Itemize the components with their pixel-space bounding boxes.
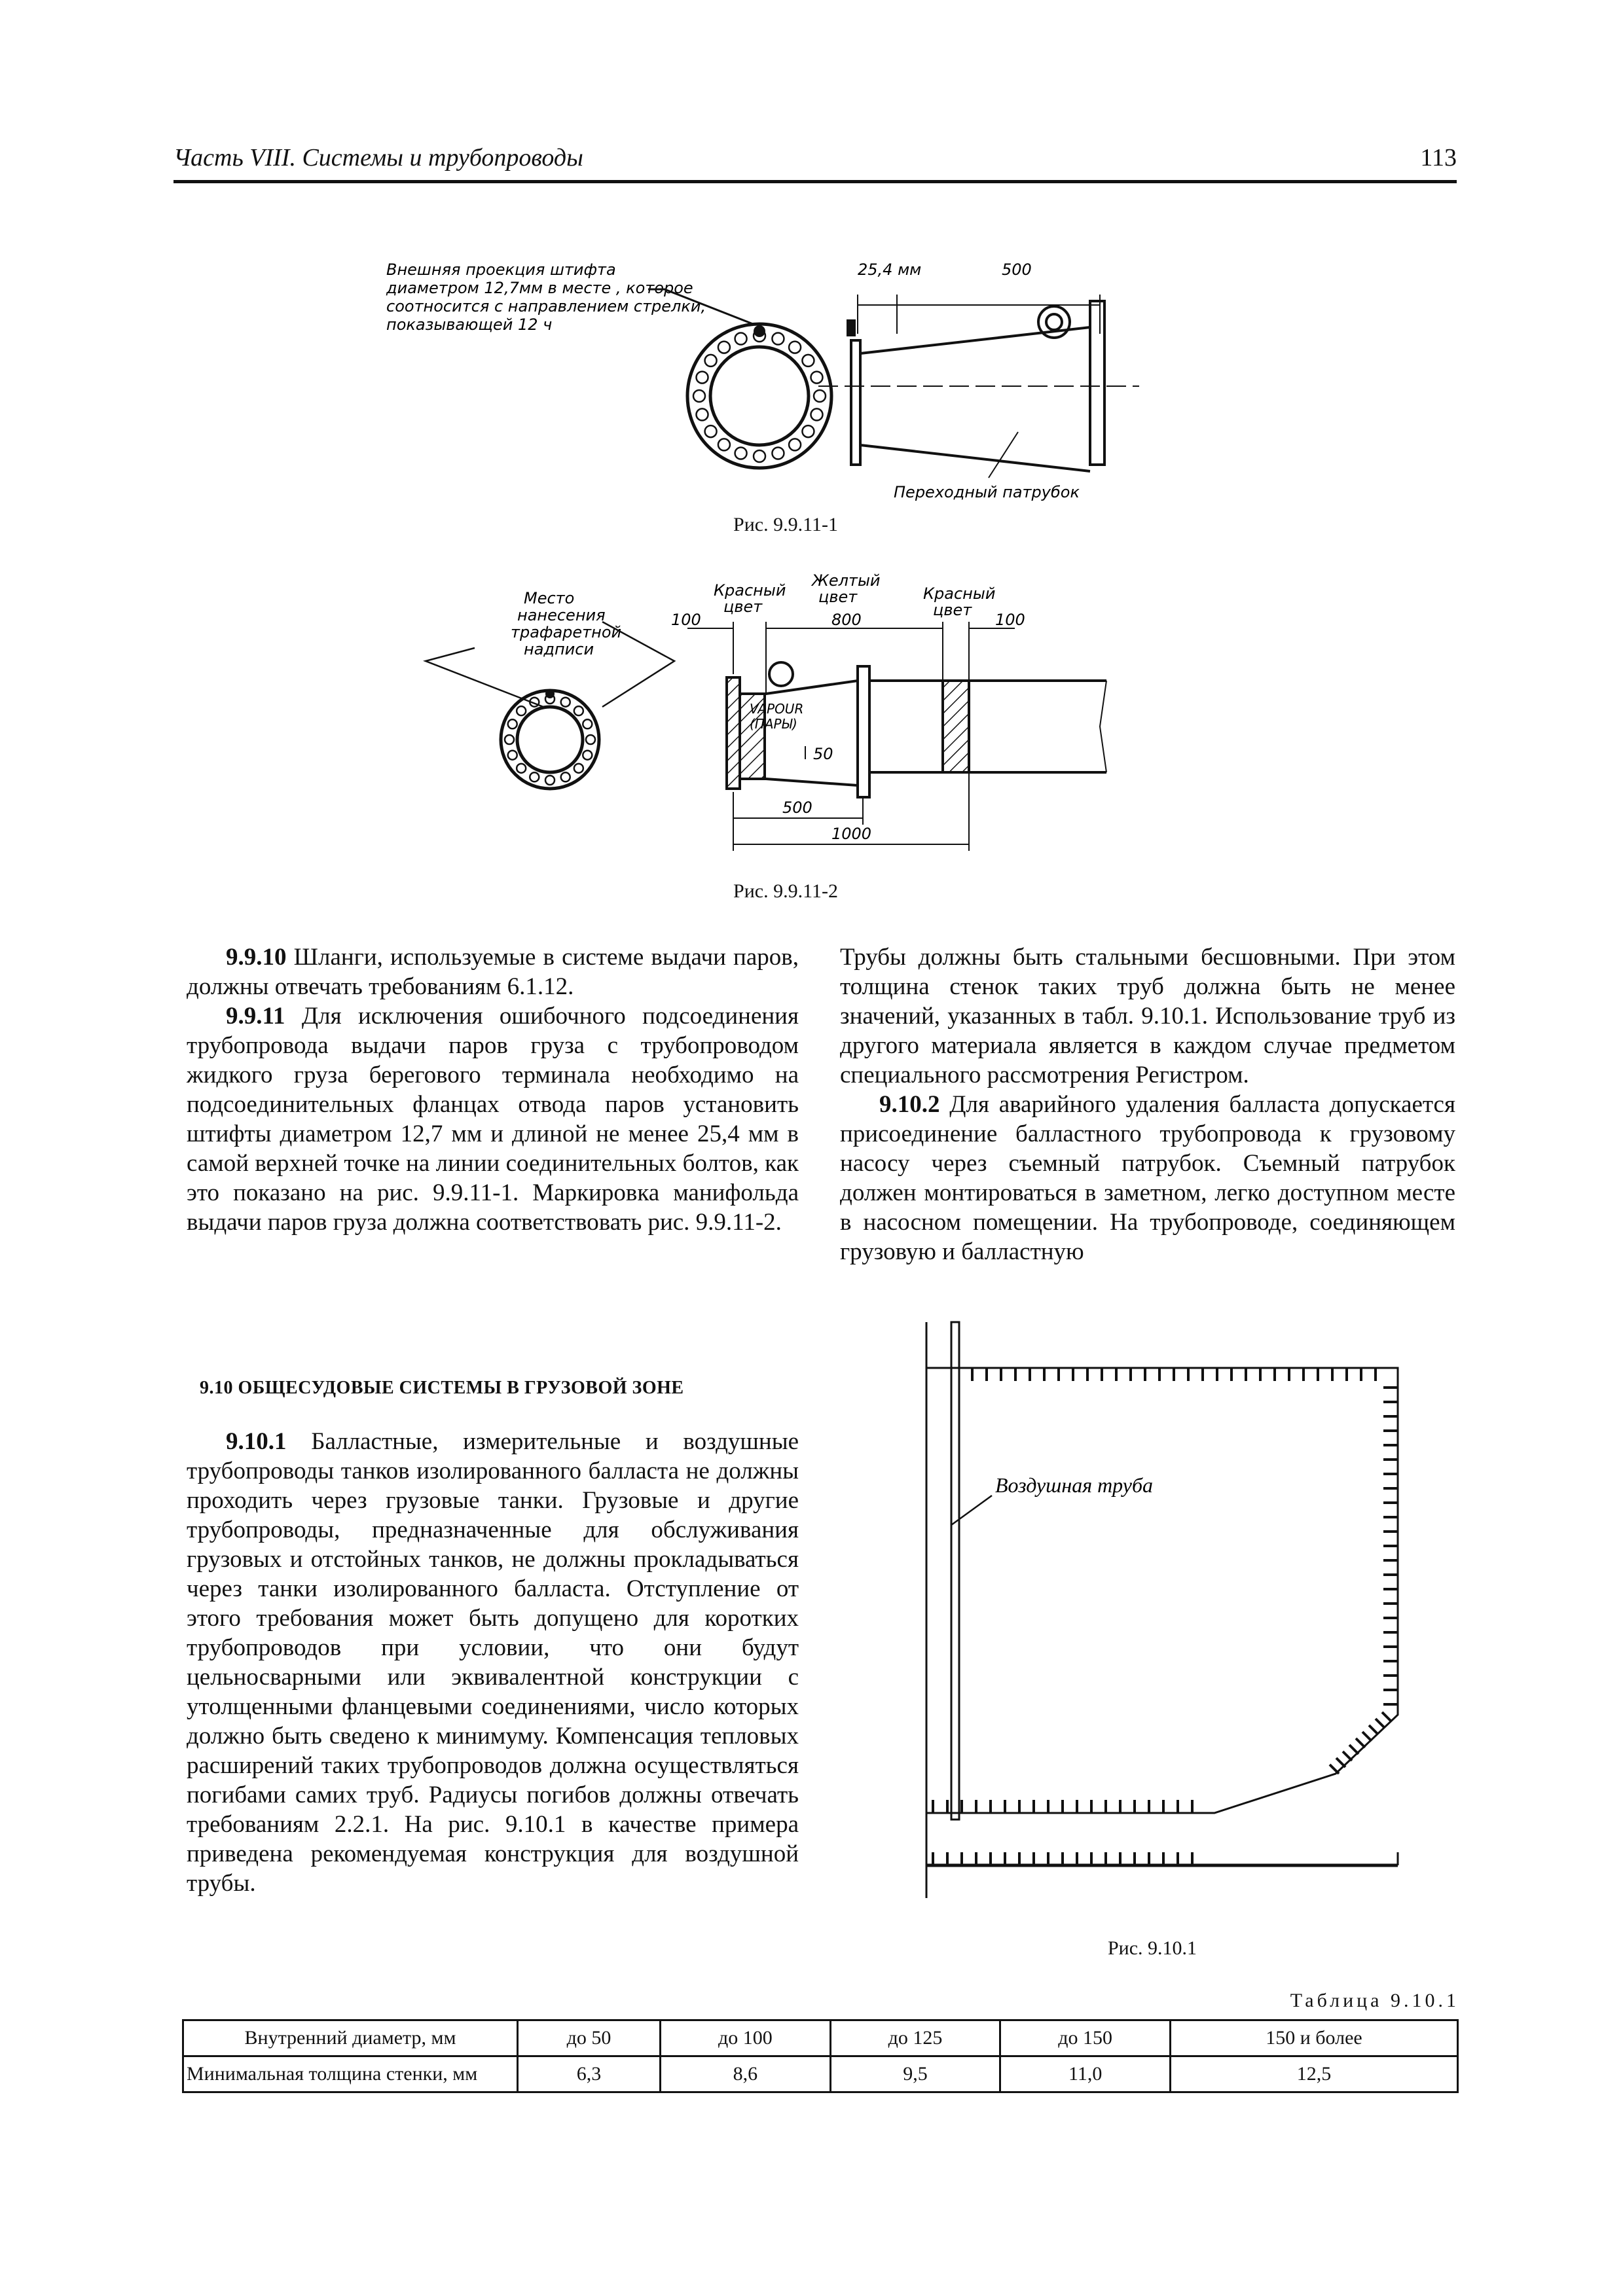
paragraph-9-10-2 — [840, 1090, 1455, 1266]
fig2-dim-500: 500 — [782, 798, 812, 817]
bolt-hole — [508, 719, 517, 728]
table-cell: до 50 — [518, 2020, 661, 2056]
bolt-hole — [718, 439, 730, 450]
page-number: 113 — [1420, 144, 1457, 171]
table-cell: 11,0 — [1000, 2056, 1171, 2092]
left-column-lower — [187, 1427, 799, 1898]
table-cell: до 125 — [830, 2020, 1000, 2056]
table-cell: до 150 — [1000, 2020, 1171, 2056]
bolt-hole — [718, 342, 730, 353]
bolt-hole — [530, 772, 539, 781]
bolt-hole — [735, 447, 747, 459]
paragraph-9-9-10 — [187, 942, 799, 1001]
fig2-place-line2: нанесения — [517, 606, 606, 624]
bolt-hole — [697, 372, 708, 384]
paragraph-continued — [840, 942, 1455, 1090]
bolt-hole — [561, 772, 570, 781]
pin-icon — [754, 325, 765, 337]
bolt-hole — [505, 735, 514, 744]
bolt-hole — [545, 776, 555, 785]
paragraph-number: 9.9.11 — [226, 1003, 285, 1030]
paragraph-9-10-1 — [187, 1427, 799, 1898]
fig2-place-line1: Место — [524, 589, 575, 607]
fig2-dim-800: 800 — [831, 611, 862, 629]
table-row-header: Минимальная толщина стенки, мм — [183, 2056, 518, 2092]
frame-tick — [1362, 1732, 1372, 1741]
bolt-hole — [705, 425, 717, 437]
table-cell: до 100 — [661, 2020, 831, 2056]
paragraph-text: Трубы должны быть стальными бесшовными. При этом толщина стенок таких труб должна быть не менее значений, указанных в табл. 9.10.1. Использование труб из другого материала является в каждом случае предметом специального рассмотрения Регистром. — [840, 944, 1455, 1088]
frame-tick — [1369, 1725, 1378, 1734]
table-cell: 8,6 — [661, 2056, 831, 2092]
bolt-hole — [561, 698, 570, 707]
bolt-hole — [754, 450, 765, 462]
section-title: 9.10 ОБЩЕСУДОВЫЕ СИСТЕМЫ В ГРУЗОВОЙ ЗОНЕ — [200, 1378, 684, 1398]
flange-front-view-2 — [501, 689, 599, 789]
flange-front-view — [687, 324, 831, 468]
bolt-hole — [574, 706, 583, 715]
fig2-red1-line2: цвет — [723, 598, 763, 616]
table-cell: 12,5 — [1170, 2056, 1457, 2092]
wall-thickness-table — [182, 2019, 1459, 2093]
right-column — [840, 942, 1455, 1266]
fig1-part-label: Переходный патрубок — [894, 483, 1080, 501]
bolt-hole — [789, 342, 801, 353]
fig1-note-line2: диаметром 12,7мм в месте , которое — [386, 279, 693, 297]
frame-tick — [1349, 1745, 1359, 1754]
fig2-caption: Рис. 9.9.11-2 — [733, 880, 838, 902]
paragraph-text: Для исключения ошибочного подсоединения трубопровода выдачи паров груза с трубопроводом жидкого груза берегового терминала необходимо на подсоединительных фланцах отвода паров установить штифты диаметром 12,7 мм и длиной не менее 25,4 мм в самой верхней точке на линии соединительных болтов, как это показано на рис. 9.9.11-1. Маркировка манифольда выдачи паров груза должна соответствовать рис. 9.9.11-2. — [187, 1003, 799, 1236]
bolt-hole — [586, 735, 595, 744]
fig2-dim-50: 50 — [813, 745, 833, 763]
bolt-hole — [574, 764, 583, 773]
fig2-place-line3: трафаретной — [511, 623, 622, 641]
fig2-vapour-ru: (ПАРЫ) — [750, 716, 797, 732]
fig1-note-line4: показывающей 12 ч — [386, 315, 553, 334]
frame-tick — [1330, 1765, 1339, 1774]
bolt-hole — [735, 333, 747, 345]
paragraph-text: Для аварийного удаления балласта допускается присоединение балластного трубопровода к грузовому насосу через съемный патрубок. Съемный патрубок должен монтироваться в заметном, легко доступном месте в насосном помещении. На трубопроводе, соединяющем грузовую и балластную — [840, 1091, 1455, 1265]
paragraph-9-9-11 — [187, 1001, 799, 1237]
fig1-note-line1: Внешняя проекция штифта — [386, 260, 616, 279]
bolt-hole — [814, 390, 826, 402]
page-header-title: Часть VIII. Системы и трубопроводы — [173, 144, 583, 171]
left-column-upper — [187, 942, 799, 1237]
fig2-dim-1000: 1000 — [831, 825, 872, 843]
bolt-hole — [583, 719, 592, 728]
bolt-hole — [508, 751, 517, 760]
bolt-hole — [811, 372, 822, 384]
page-header — [173, 141, 1457, 183]
bolt-hole — [772, 447, 784, 459]
table-row — [183, 2056, 1458, 2092]
figure-9-9-11-1 — [373, 255, 1146, 504]
fig2-red1-line1: Красный — [714, 581, 786, 600]
figure-9-9-11-2 — [412, 569, 1126, 857]
table-cell: 9,5 — [830, 2056, 1000, 2092]
paragraph-number: 9.10.1 — [226, 1428, 287, 1455]
fig2-yellow-line2: цвет — [818, 588, 858, 606]
bolt-hole — [811, 408, 822, 420]
paragraph-text: Шланги, используемые в системе выдачи паров, должны отвечать требованиям 6.1.12. — [187, 944, 799, 1000]
bolt-hole — [802, 425, 814, 437]
bolt-hole — [583, 751, 592, 760]
fig2-red2-line1: Красный — [923, 584, 996, 603]
bolt-hole — [697, 408, 708, 420]
fig3-caption: Рис. 9.10.1 — [1107, 1937, 1197, 1959]
frame-tick — [1356, 1738, 1365, 1748]
fig1-caption: Рис. 9.9.11-1 — [733, 514, 838, 535]
fig2-vapour: VAPOUR — [750, 701, 804, 717]
frame-tick — [1376, 1719, 1385, 1728]
fig1-dim-25-4: 25,4 мм — [858, 260, 922, 279]
fig2-red2-line2: цвет — [933, 601, 972, 619]
frame-tick — [1336, 1758, 1345, 1767]
fig2-dim-100-left: 100 — [671, 611, 701, 629]
table-row-header: Внутренний диаметр, мм — [183, 2020, 518, 2056]
fig2-yellow-line1: Желтый — [812, 571, 881, 590]
bolt-hole — [772, 333, 784, 345]
bolt-hole — [789, 439, 801, 450]
table-row — [183, 2020, 1458, 2056]
bolt-hole — [517, 706, 526, 715]
frame-tick — [1382, 1712, 1391, 1721]
bolt-hole — [705, 355, 717, 367]
bolt-hole — [802, 355, 814, 367]
paragraph-text: Балластные, измерительные и воздушные трубопроводы танков изолированного балласта не должны проходить через грузовые танки. Грузовые и другие трубопроводы, предназначенные для обслуживания грузовых и отстойных танков, не должны прокладываться через танки изолированного балласта. Отступление от этого требования может быть допущено для коротких трубопроводов при условии, что они будут цельносварными или эквивалентной конструкции с утолщенными фланцевыми соединениями, число которых должно быть сведено к минимуму. Компенсация тепловых расширений таких трубопроводов должна осуществляться погибами самих труб. Радиусы погибов должны отвечать требованиям 2.2.1. На рис. 9.10.1 в качестве примера приведена рекомендуемая конструкция для воздушной трубы. — [187, 1428, 799, 1897]
bolt-hole — [517, 764, 526, 773]
table-cell: 6,3 — [518, 2056, 661, 2092]
fig1-note-line3: соотносится с направлением стрелки, — [386, 297, 706, 315]
paragraph-number: 9.10.2 — [879, 1091, 940, 1118]
fig2-dim-100-right: 100 — [995, 611, 1025, 629]
frame-tick — [1343, 1751, 1352, 1761]
table-caption: Таблица 9.10.1 — [1290, 1990, 1459, 2011]
fig1-dim-500: 500 — [1002, 260, 1032, 279]
figure-9-10-1 — [913, 1316, 1417, 1905]
bolt-hole — [693, 390, 705, 402]
fig2-place-line4: надписи — [524, 640, 594, 658]
air-pipe-label: Воздушная труба — [995, 1473, 1154, 1497]
paragraph-number: 9.9.10 — [226, 944, 287, 971]
table-cell: 150 и более — [1170, 2020, 1457, 2056]
flange-side-view — [818, 295, 1139, 478]
